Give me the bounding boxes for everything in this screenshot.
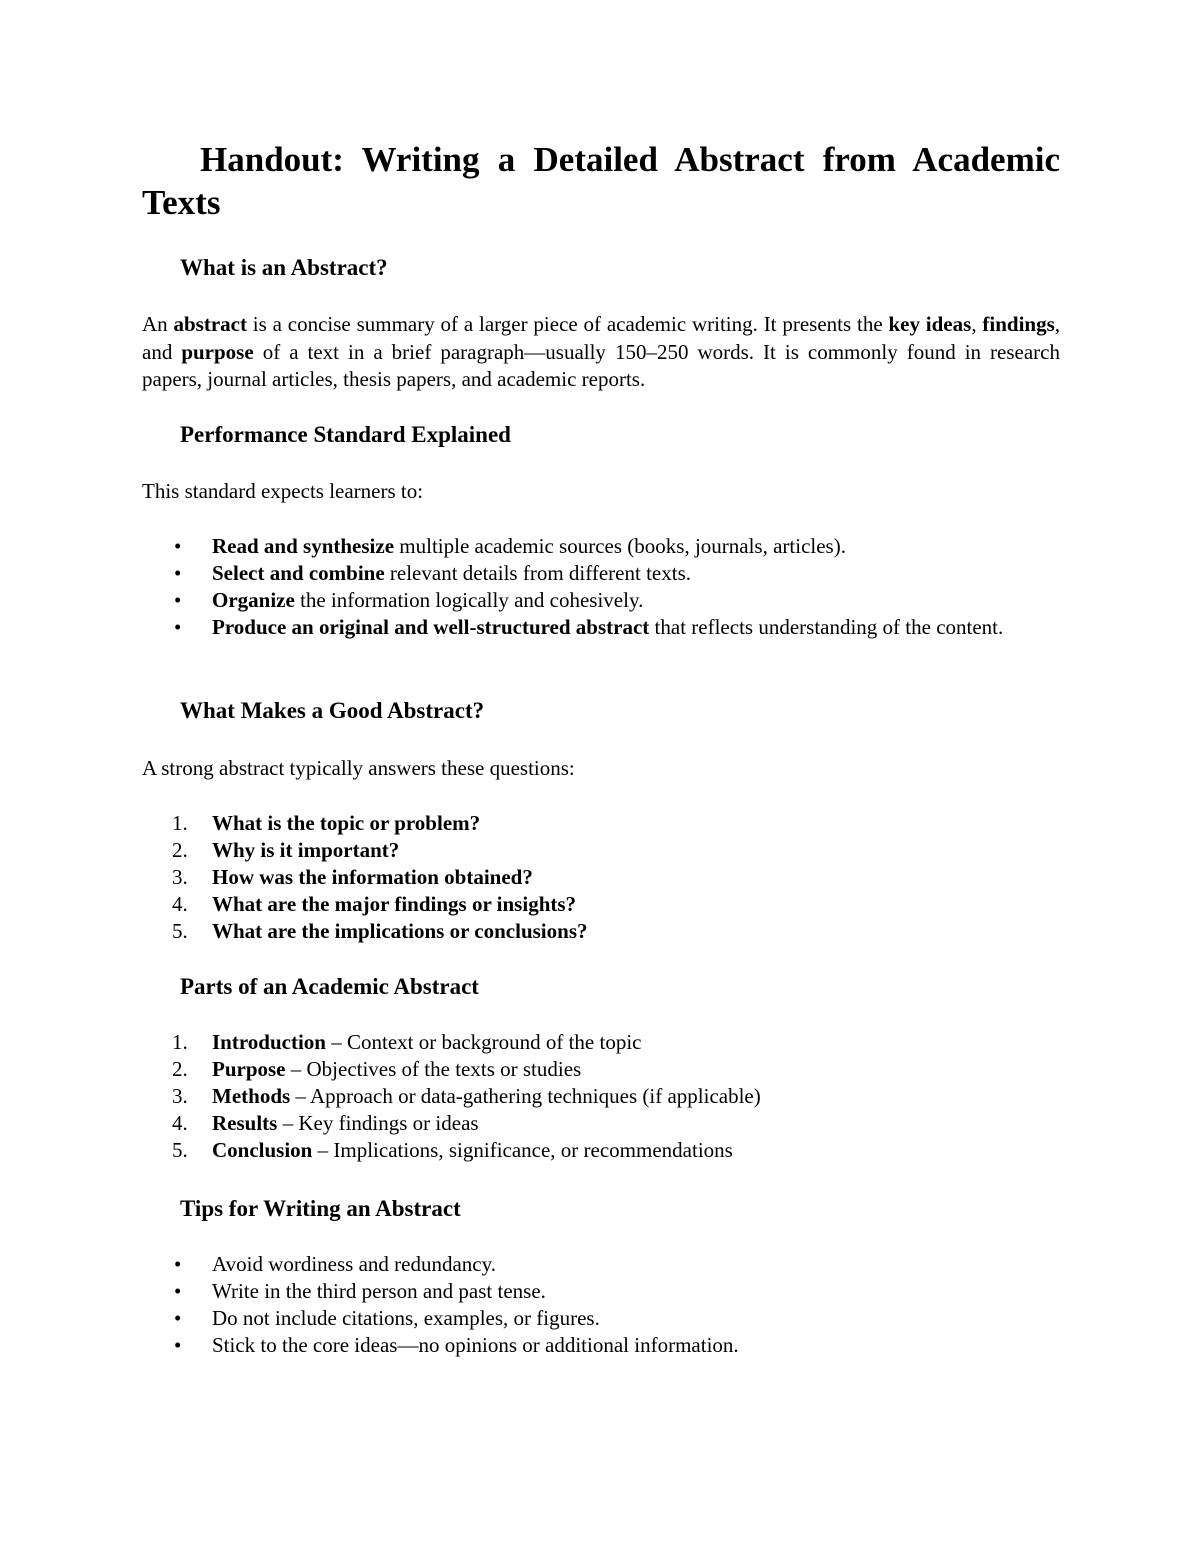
list-item: • Read and synthesize multiple academic sources (books, journals, articles). xyxy=(174,534,846,558)
list-item: 2. Why is it important? xyxy=(172,838,400,862)
performance-intro: This standard expects learners to: xyxy=(142,479,424,503)
list-item: 3. How was the information obtained? xyxy=(172,865,533,889)
performance-list xyxy=(142,533,1060,641)
list-item: • Produce an original and well-structured abstract that reflects understanding of the content. xyxy=(174,615,1004,639)
bullet-marker: • xyxy=(174,588,182,612)
list-item: 5. What are the implications or conclusions? xyxy=(172,919,588,943)
bullet-marker: • xyxy=(174,1252,182,1276)
list-number: 3. xyxy=(172,865,188,889)
section-heading-performance-standard: Performance Standard Explained xyxy=(180,422,511,447)
document-title: Handout: Writing a Detailed Abstract from Academic Texts xyxy=(142,140,1060,222)
list-item: • Do not include citations, examples, or figures. xyxy=(174,1306,600,1330)
list-item: 3. Methods – Approach or data-gathering techniques (if applicable) xyxy=(172,1084,761,1108)
list-number: 2. xyxy=(172,1057,188,1081)
list-item: • Select and combine relevant details from different texts. xyxy=(174,561,691,585)
list-item: • Write in the third person and past tense. xyxy=(174,1279,546,1303)
bullet-marker: • xyxy=(174,615,182,639)
list-number: 5. xyxy=(172,919,188,943)
list-item: • Stick to the core ideas—no opinions or additional information. xyxy=(174,1333,739,1357)
list-item: 1. What is the topic or problem? xyxy=(172,811,481,835)
list-number: 4. xyxy=(172,1111,188,1135)
bullet-marker: • xyxy=(174,1279,182,1303)
section-heading-parts-of-abstract: Parts of an Academic Abstract xyxy=(180,974,479,999)
list-number: 3. xyxy=(172,1084,188,1108)
list-item: • Organize the information logically and cohesively. xyxy=(174,588,644,612)
list-item: 4. What are the major findings or insights? xyxy=(172,892,577,916)
list-number: 1. xyxy=(172,1030,188,1054)
list-item: 4. Results – Key findings or ideas xyxy=(172,1111,479,1135)
list-number: 1. xyxy=(172,811,188,835)
list-number: 2. xyxy=(172,838,188,862)
good-abstract-questions-list xyxy=(142,810,1060,945)
tips-list xyxy=(142,1251,1060,1359)
abstract-parts-list xyxy=(142,1029,1060,1164)
list-item: 5. Conclusion – Implications, significance, or recommendations xyxy=(172,1138,733,1162)
bullet-marker: • xyxy=(174,1306,182,1330)
section-heading-good-abstract: What Makes a Good Abstract? xyxy=(180,698,485,723)
list-number: 4. xyxy=(172,892,188,916)
good-abstract-intro: A strong abstract typically answers these questions: xyxy=(142,756,575,780)
bullet-marker: • xyxy=(174,561,182,585)
list-item: • Avoid wordiness and redundancy. xyxy=(174,1252,497,1276)
abstract-definition-paragraph: An abstract is a concise summary of a larger piece of academic writing. It presents the key ideas, findings, and purpose of a text in a brief paragraph—usually 150–250 words. It is commonly found in research papers, journal articles, thesis papers, and academic reports. xyxy=(142,312,1061,391)
list-number: 5. xyxy=(172,1138,188,1162)
section-heading-tips: Tips for Writing an Abstract xyxy=(180,1196,461,1221)
section-heading-what-is-abstract: What is an Abstract? xyxy=(180,255,388,280)
list-item: 1. Introduction – Context or background of the topic xyxy=(172,1030,642,1054)
bullet-marker: • xyxy=(174,534,182,558)
bullet-marker: • xyxy=(174,1333,182,1357)
list-item: 2. Purpose – Objectives of the texts or studies xyxy=(172,1057,582,1081)
